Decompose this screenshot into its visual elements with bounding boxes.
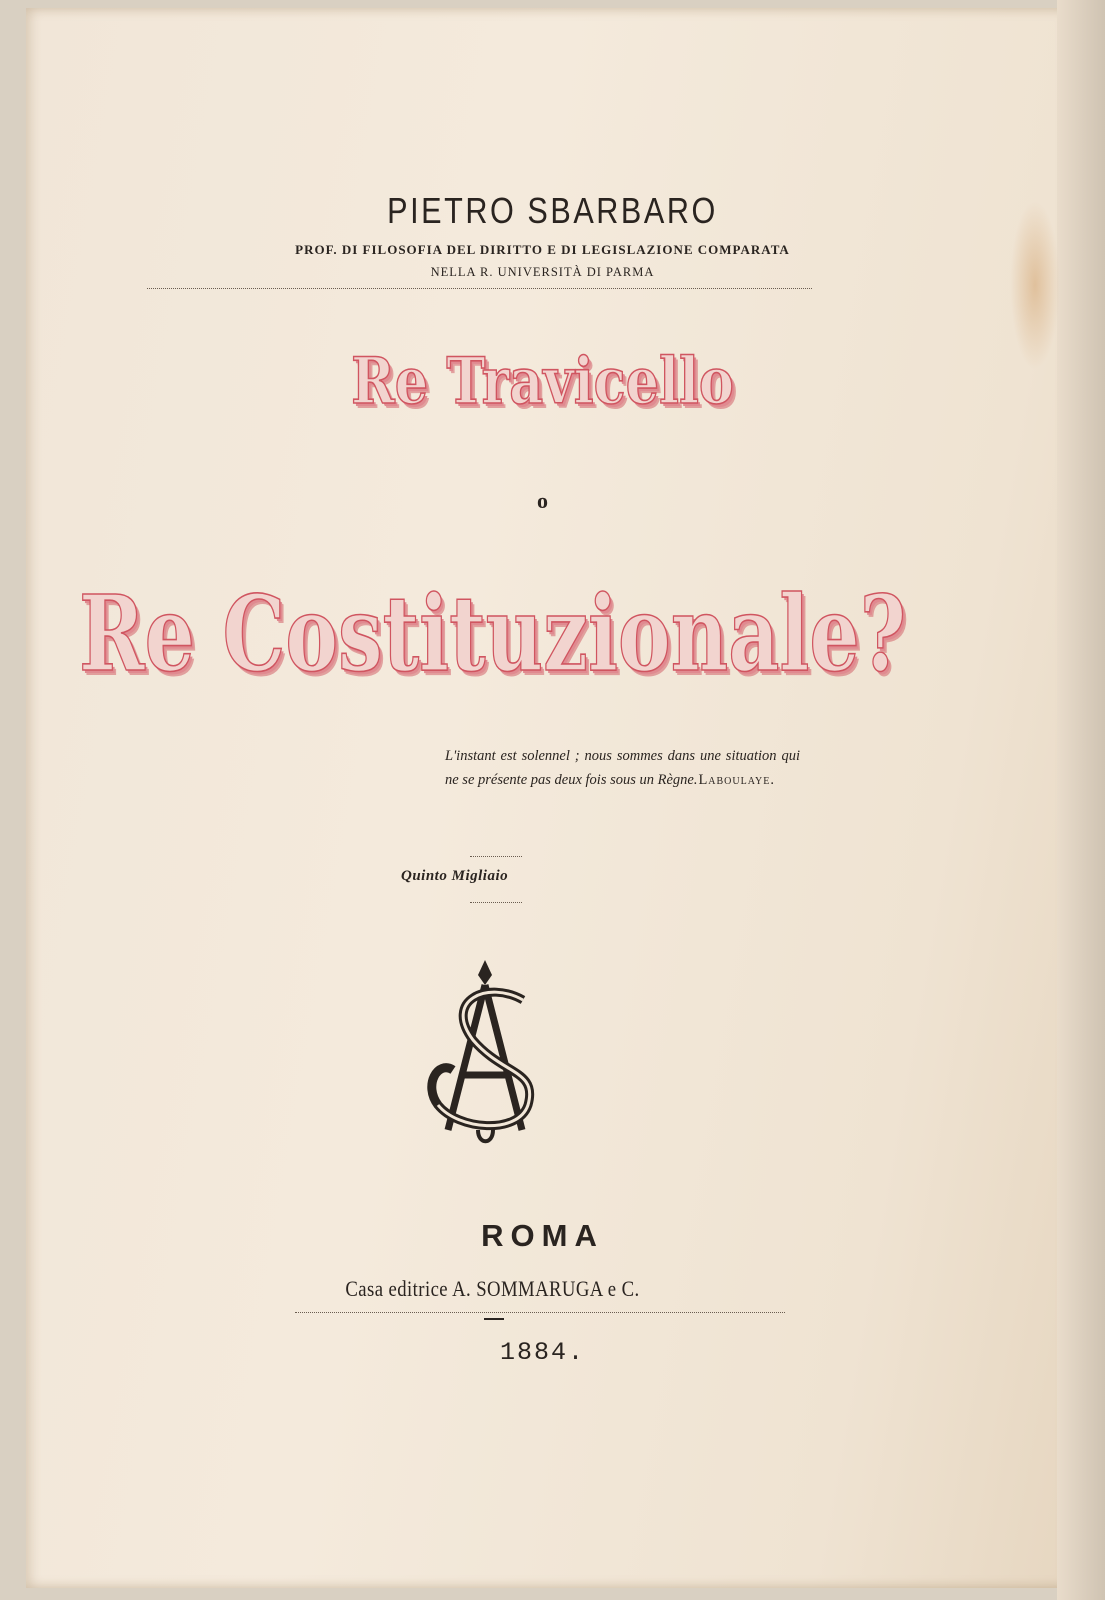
publisher-monogram-icon bbox=[418, 955, 553, 1150]
epigraph-text: L'instant est solennel ; nous sommes dans une situation qui ne se présente pas deux fois sous un Règne. bbox=[445, 748, 800, 788]
edition-note: Quinto Migliaio bbox=[401, 868, 509, 884]
divider bbox=[295, 1312, 785, 1313]
epigraph-attribution: Laboulaye. bbox=[698, 772, 775, 788]
author-university: NELLA R. UNIVERSITÀ DI PARMA bbox=[430, 265, 655, 279]
publisher: Casa editrice A. SOMMARUGA e C. bbox=[345, 1276, 640, 1301]
title-conjunction: o bbox=[537, 488, 548, 513]
author-name: PIETRO SBARBARO bbox=[387, 190, 718, 231]
title-part-1: Re Travicello bbox=[351, 344, 734, 419]
divider bbox=[470, 856, 522, 857]
divider bbox=[147, 288, 812, 289]
author-affiliation: PROF. DI FILOSOFIA DEL DIRITTO E DI LEGISLAZIONE COMPARATA bbox=[295, 242, 790, 257]
epigraph bbox=[445, 744, 800, 792]
short-rule bbox=[484, 1318, 504, 1320]
publication-year: 1884. bbox=[499, 1338, 585, 1367]
title-part-2: Re Costituzionale? bbox=[78, 572, 907, 695]
divider bbox=[470, 902, 522, 903]
publication-city: ROMA bbox=[481, 1218, 604, 1253]
